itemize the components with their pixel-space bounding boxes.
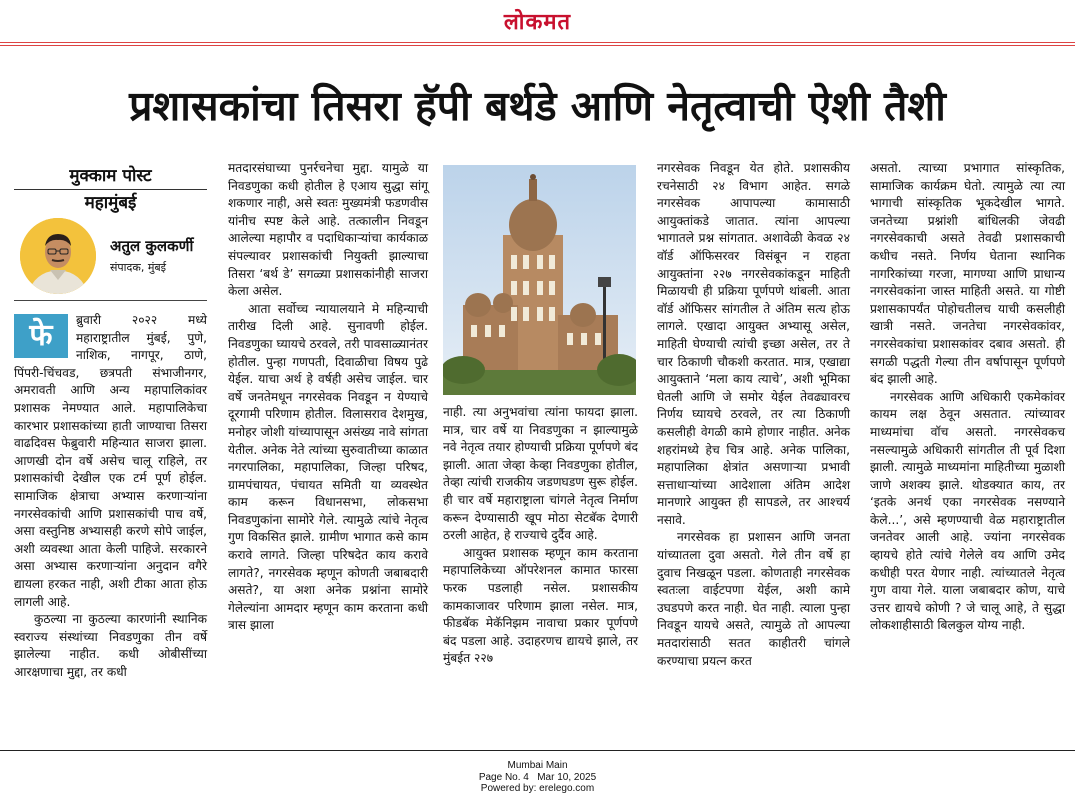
byline-column-title [14, 165, 207, 214]
paragraph: नगरसेवक आणि अधिकारी एकमेकांवर कायम लक्ष ठेवून असतात. त्यांच्यावर माध्यमांचा वॉच असतो. नगरसेवकच नसल्यामुळे अधिकारी सांगतील ती पूर्व दिशा झाली. त्यामुळे माध्यमांना माहितीच्या मुळाशी जाणे अशक्य झाले. थोडक्यात काय, तर ‘इतके अनर्थ एका नगरसेवक नसण्याने केले...’, असे म्हणण्याची वेळ महाराष्ट्रातील जनतेवर आली आहे. ज्यांना नगरसेवक व्हायचे होते त्यांचे गेलेले वय आणि उमेद कधीही परत येणार नाही. त्यांच्यातले नेतृत्व गुण वाया गेले. याला जबाबदार कोण, याचे उत्तर द्यायचे कोणी ? जे चालू आहे, ते सुद्धा लोकशाहीसाठी बिलकुल योग्य नाही. [870, 389, 1065, 633]
masthead-rule-2 [0, 45, 1075, 46]
article-column-3 [443, 404, 638, 668]
issue-date: Mar 10, 2025 [537, 771, 597, 783]
building-illustration-icon [443, 165, 636, 395]
dropcap: फे [14, 314, 68, 358]
headline: प्रशासकांचा तिसरा हॅपी बर्थडे आणि नेतृत्वाची ऐशी तैशी [129, 82, 946, 130]
masthead [0, 6, 1075, 36]
paragraph: आता सर्वोच्च न्यायालयाने मे महिन्याची तारीख दिली आहे. सुनावणी होईल. निवडणुका घ्यायचे ठरवले, तरी पावसाळ्यानंतर होतील. पुन्हा गणपती, दिवाळीचा विषय पुढे येईल. याचा अर्थ हे वर्षही असेच जाईल. चार वर्षे जनतेमधून नगरसेवक निवडून न येण्याचे दूरगामी परिणाम होतील. विलासराव देशमुख, मनोहर जोशी यांच्यापासून असंख्य नावे सांगता येतील. अनेक नेते त्यांच्या सुरुवातीच्या काळात नगरपालिका, महापालिका, जिल्हा परिषद, ग्रामपंचायत, पंचायत समिती या व्यवस्थेत काम करून विधानसभा, लोकसभा निवडणुकांना सामोरे गेले. त्यामुळे त्यांचे नेतृत्व गुण विकसित झाले. ग्रामीण भागात कसे काम करावे लागते. जिल्हा परिषदेत काय करावे लागते?, नगरसेवक म्हणून कोणती जबाबदारी असते?, या अशा अनेक प्रश्नांना सामोरे गेलेल्यांना आमदार म्हणून काम करताना कधी त्रास झाला [228, 301, 428, 633]
author-portrait-icon [20, 218, 96, 294]
paragraph: असतो. त्याच्या प्रभागात सांस्कृतिक, सामाजिक कार्यक्रम घेतो. त्यामुळे त्या त्या भागाची सांस्कृतिक भूकदेखील भागते. जनतेच्या प्रश्नांशी बांधिलकी जेवढी नगरसेवकाची असते तेवढी प्रशासकाची कधीच नसते. निर्णय घेताना स्थानिक नागरिकांच्या गरजा, मागण्या आणि प्राधान्य नगरसेवकांना जास्त माहिती असते. या गोष्टी प्रशासकापर्यंत पोहोचतीलच याची कसलीही खात्री नसते. जनतेचा नगरसेवकांवर, नगरसेवकांचा प्रशासकांवर दबाव असतो. ही सगळी पद्धती गेल्या तीन वर्षापासून पूर्णपणे बंद झाली आहे. [870, 161, 1065, 387]
newspaper-logo: लोकमत [503, 10, 572, 35]
page-number: Page No. 4 [478, 771, 529, 783]
article-column-4 [657, 160, 850, 670]
paragraph: ब्रुवारी २०२२ मध्ये महाराष्ट्रातील मुंबई, पुणे, नाशिक, नागपूर, ठाणे, पिंपरी-चिंचवड, छत्रपती संभाजीनगर, अमरावती आणि अन्य महापालिकांवर प्रशासक नेमण्यात आले. महापालिकेचा कारभार प्रशासकांच्या हाती जाण्याचा तिसरा वाढदिवस फेब्रुवारी महिन्यात साजरा झाला. आणखी दोन वर्षे असेच चालू राहिले, तर प्रशासकांची देखील एक टर्म पूर्ण होईल. सामाजिक क्षेत्राचा अभ्यास करणाऱ्यांना नगरसेवकांची आणि प्रशासकांची पाच वर्षे, असा वस्तुनिष्ठ अभ्यासही करणे सोपे जाईल, अशी व्यवस्था आता केली पाहिजे. सरकारने असा अभ्यास करणाऱ्यांना अनुदान वगैरे द्यायला हरकत नाही, अशी टीका आता होऊ लागली आहे. [14, 313, 207, 609]
paragraph: कुठल्या ना कुठल्या कारणांनी स्थानिक स्वराज्य संस्थांच्या निवडणुका तीन वर्षे झालेल्या नाहीत. कधी ओबीसींच्या आरक्षणाचा मुद्दा, तर कधी [14, 612, 207, 679]
author-designation: संपादक, मुंबई [110, 261, 167, 274]
article-column-1 [14, 312, 207, 681]
masthead-rule [0, 42, 1075, 43]
edition-name: Mumbai Main [507, 760, 568, 771]
author-divider [14, 300, 207, 301]
author-photo [20, 218, 96, 294]
author-box [14, 214, 207, 300]
paragraph: नगरसेवक निवडून येत होते. प्रशासकीय रचनेसाठी २४ विभाग आहेत. सगळे नगरसेवक आपापल्या कामासाठी आयुक्तांकडे जातात. त्यांना आपल्या भागातले प्रश्न सांगतात. अशावेळी केवळ २४ वॉर्ड ऑफिसरवर विसंबून न राहता आयुक्तांना २२७ नगरसेवकांकडून माहिती मिळायची ही प्रक्रिया पूर्णपणे थांबली. आता वॉर्ड ऑफिसर सांगतील ते अंतिम सत्य होऊ लागले. एखादा आयुक्त अभ्यासू असेल, माहिती घेण्याची त्यांची इच्छा असेल, तर ते चार ठिकाणी चौकशी करतात. मात्र, एखाद्या आयुक्ताने ‘मला काय त्याचे’, अशी भूमिका घेतली आणि जे समोर येईल तेवढ्यावरच निर्णय घ्यायचे ठरवले, तर त्या ठिकाणी कसलीही वेगळी कामे होणार नाहीत. अनेक शहरांमध्ये हेच चित्र आहे. अनेक पालिका, महापालिका क्षेत्रांत असणाऱ्या प्रभावी सत्ताधाऱ्यांच्या आदेशाला अंतिम आदेश मानणारे आयुक्त ही सापडले, तर आश्चर्य नसावे. [657, 161, 850, 527]
page-footer [0, 760, 1075, 795]
powered-by-link[interactable]: Powered by: erelego.com [480, 783, 595, 794]
article-column-5 [870, 160, 1065, 635]
article-photo-bmc-building [443, 165, 636, 395]
paragraph: नाही. त्या अनुभवांचा त्यांना फायदा झाला. मात्र, चार वर्षे या निवडणुका न झाल्यामुळे नवे नेतृत्व तयार होण्याची प्रक्रिया पूर्णपणे बंद झाली. आता जेव्हा केव्हा निवडणुका होतील, तेव्हा त्यांची राजकीय जडणघडण सुरू होईल. ही चार वर्षे महाराष्ट्राला चांगले नेतृत्व निर्माण करून देण्यासाठी खूप मोठा सेटबॅक देणारी ठरली आहेत, हे राज्याचे दुर्दैव आहे. [443, 405, 638, 543]
column-location: महामुंबई [84, 193, 137, 213]
author-name: अतुल कुलकर्णी [110, 237, 194, 255]
paragraph: नगरसेवक हा प्रशासन आणि जनता यांच्यातला दुवा असतो. गेले तीन वर्षे हा दुवाच निखळून पडला. कोणताही नगरसेवक स्वतःला वाईटपणा येईल, अशी कामे उघडपणे करत नाही. घेत नाही. त्याला पुन्हा निवडून यायचे असते, त्यामुळे तो आपल्या मतदारांसाठी सतत काहीतरी चांगले करण्याचा प्रयत्न करत [657, 530, 850, 668]
page-and-date [0, 772, 1075, 784]
byline-divider [14, 189, 207, 190]
footer-rule [0, 750, 1075, 751]
paragraph: आयुक्त प्रशासक म्हणून काम करताना महापालिकेच्या ऑपरेशनल कामात फारसा फरक पडलाही नसेल. प्रशासकीय कामकाजावर परिणाम झाला नसेल. मात्र, फीडबॅक मेकॅनिझम नावाचा प्रकार पूर्णपणे बंद पडला आहे. उदाहरणच द्यायचे झाले, तर मुंबईत २२७ [443, 545, 638, 666]
paragraph: मतदारसंघाच्या पुनर्रचनेचा मुद्दा. यामुळे या निवडणुका कधी होतील हे एआय सुद्धा सांगू शकणार नाही, असे स्वतः मुख्यमंत्री फडणवीस यांनीच स्पष्ट केले आहे. तत्कालीन निवडून आलेल्या महापौर व पदाधिकाऱ्यांचा कार्यकाळ संपल्यावर प्रशासकांची नियुक्ती झाल्याचा तिसरा ‘बर्थ डे’ सगळ्या प्रशासकांनीही साजरा केला असेल. [228, 161, 428, 299]
column-section: मुक्काम पोस्ट [69, 166, 152, 186]
article-column-2 [228, 160, 428, 635]
